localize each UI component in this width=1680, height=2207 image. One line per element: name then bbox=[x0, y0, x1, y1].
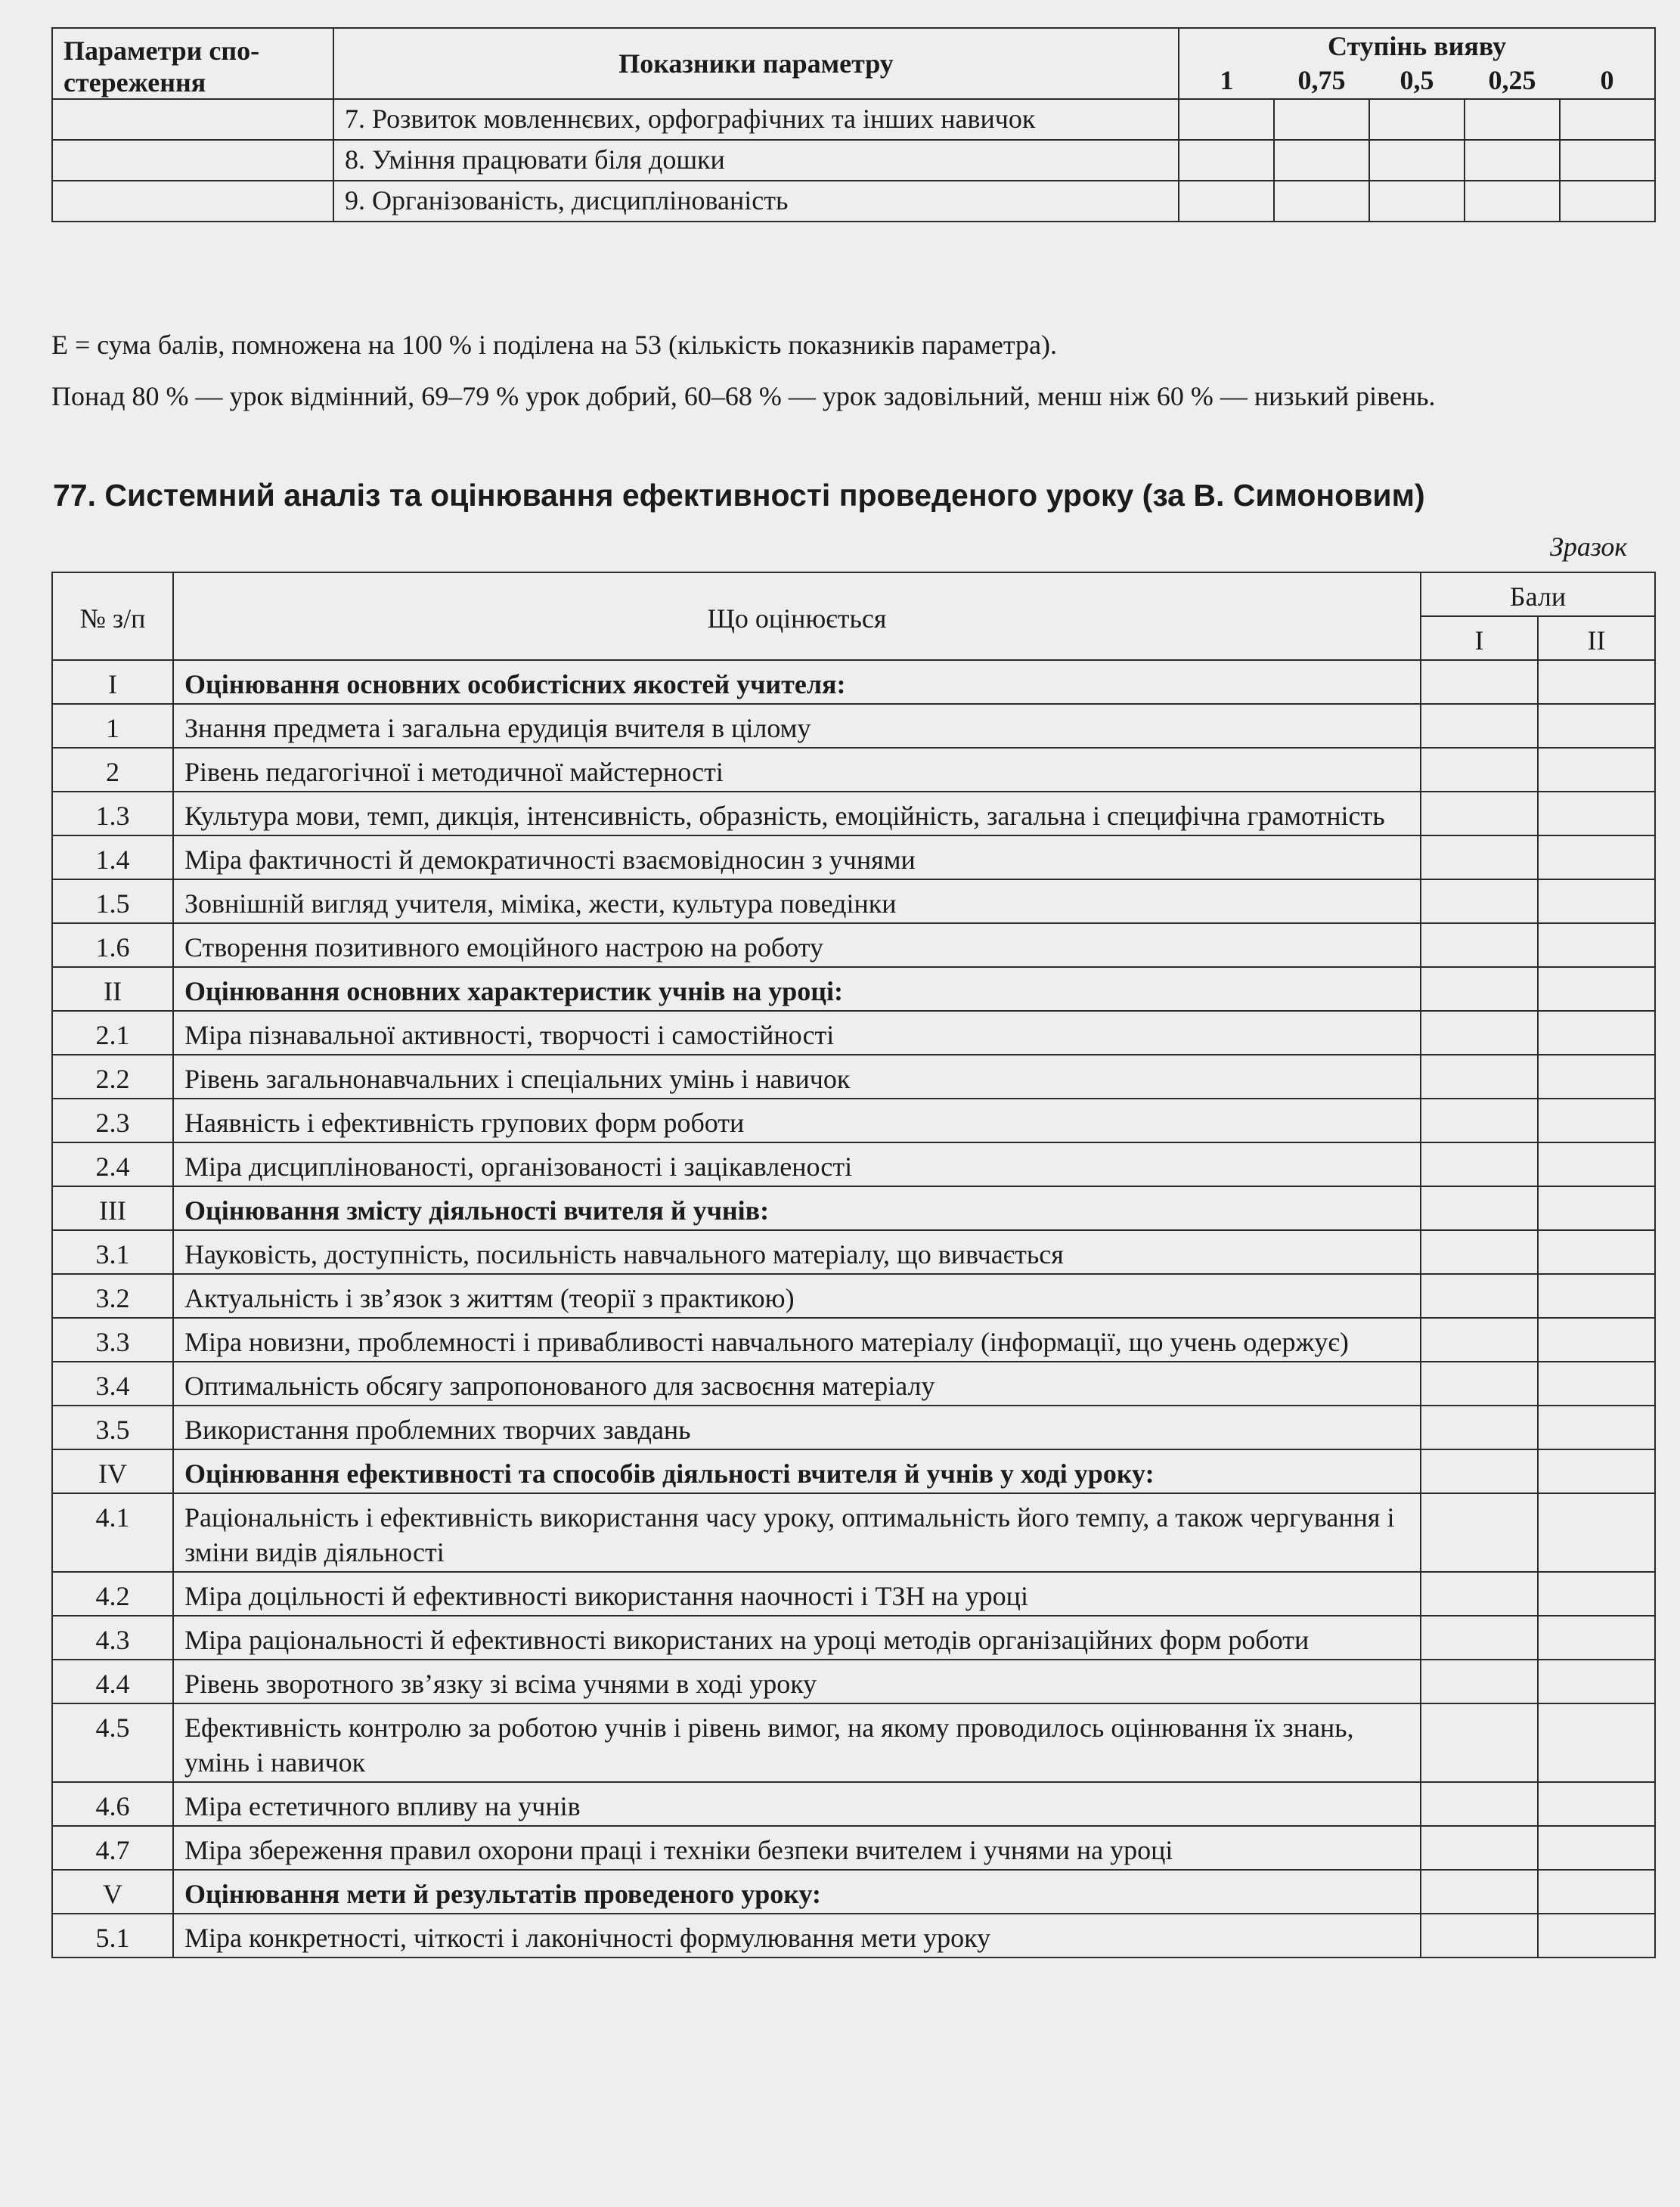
table-row bbox=[52, 1826, 1655, 1870]
table-row bbox=[52, 1493, 1655, 1572]
indicators-header: Показники параметру bbox=[333, 28, 1179, 99]
score-I-cell bbox=[1421, 792, 1538, 835]
row-criterion: Міра фактичності й демократичності взаємовідносин з учнями bbox=[173, 835, 1421, 879]
row-criterion: Наявність і ефективність групових форм роботи bbox=[173, 1099, 1421, 1142]
row-number: 4.4 bbox=[52, 1660, 173, 1703]
row-number: 3.4 bbox=[52, 1362, 173, 1406]
score-II-cell bbox=[1538, 1274, 1655, 1318]
row-criterion: Міра пізнавальної активності, творчості і самостійності bbox=[173, 1011, 1421, 1055]
score-I-cell bbox=[1421, 967, 1538, 1011]
score-I-cell bbox=[1421, 923, 1538, 967]
table-row bbox=[52, 792, 1655, 835]
score-II-cell bbox=[1538, 660, 1655, 704]
score-I-cell bbox=[1421, 835, 1538, 879]
row-criterion: Оцінювання ефективності та способів діяльності вчителя й учнів у ході уроку: bbox=[173, 1449, 1421, 1493]
table-row bbox=[52, 835, 1655, 879]
table-row bbox=[52, 1142, 1655, 1186]
section-row bbox=[52, 1870, 1655, 1914]
score-I-cell bbox=[1421, 1230, 1538, 1274]
row-number: 4.1 bbox=[52, 1493, 173, 1572]
score-I-cell bbox=[1421, 1493, 1538, 1572]
col-II-header: II bbox=[1538, 616, 1655, 660]
score-I-cell bbox=[1421, 1055, 1538, 1099]
parameters-table bbox=[51, 27, 1656, 222]
table-row bbox=[52, 1616, 1655, 1660]
row-criterion: Міра естетичного впливу на учнів bbox=[173, 1782, 1421, 1826]
score-I-cell bbox=[1421, 1186, 1538, 1230]
row-number: 2 bbox=[52, 748, 173, 792]
score-I-cell bbox=[1421, 1572, 1538, 1616]
score-II-cell bbox=[1538, 792, 1655, 835]
row-number: 1.5 bbox=[52, 879, 173, 923]
row-criterion: Міра дисциплінованості, організованості і зацікавленості bbox=[173, 1142, 1421, 1186]
score-II-cell bbox=[1538, 1660, 1655, 1703]
score-II-cell bbox=[1538, 1142, 1655, 1186]
score-II-cell bbox=[1538, 879, 1655, 923]
row-number: IV bbox=[52, 1449, 173, 1493]
row-criterion: Актуальність і зв’язок з життям (теорії з практикою) bbox=[173, 1274, 1421, 1318]
score-II-cell bbox=[1538, 1493, 1655, 1572]
row-number: 5.1 bbox=[52, 1914, 173, 1957]
score-II-cell bbox=[1538, 1362, 1655, 1406]
formula-text: Е = сума балів, помножена на 100 % і поділена на 53 (кількість показників параметра). bbox=[51, 330, 1058, 360]
row-criterion: Міра збереження правил охорони праці і техніки безпеки вчителем і учнями на уроці bbox=[173, 1826, 1421, 1870]
evaluation-header-row bbox=[52, 572, 1655, 616]
row-criterion: Знання предмета і загальна ерудиція вчителя в цілому bbox=[173, 704, 1421, 748]
score-I-cell bbox=[1421, 660, 1538, 704]
score-II-cell bbox=[1538, 1616, 1655, 1660]
row-number: 3.5 bbox=[52, 1406, 173, 1449]
score-I-cell bbox=[1421, 1449, 1538, 1493]
score-II-cell bbox=[1538, 748, 1655, 792]
row-criterion: Міра конкретності, чіткості і лаконічності формулювання мети уроку bbox=[173, 1914, 1421, 1957]
score-I-cell bbox=[1421, 1616, 1538, 1660]
score-II-cell bbox=[1538, 1011, 1655, 1055]
row-number: 4.5 bbox=[52, 1703, 173, 1782]
score-I-cell bbox=[1421, 1782, 1538, 1826]
row-number: II bbox=[52, 967, 173, 1011]
section-heading: 77. Системний аналіз та оцінювання ефективності проведеного уроку (за В. Симоновим) bbox=[53, 478, 1425, 513]
degree-value: 0,75 bbox=[1297, 65, 1346, 96]
score-I-cell bbox=[1421, 879, 1538, 923]
row-number: III bbox=[52, 1186, 173, 1230]
row-number: 4.6 bbox=[52, 1782, 173, 1826]
row-criterion: Зовнішній вигляд учителя, міміка, жести, культура поведінки bbox=[173, 879, 1421, 923]
row-criterion: Рівень педагогічної і методичної майстерності bbox=[173, 748, 1421, 792]
score-I-cell bbox=[1421, 1914, 1538, 1957]
col-points-header: Бали bbox=[1421, 572, 1655, 616]
score-II-cell bbox=[1538, 1318, 1655, 1362]
table-row bbox=[52, 1362, 1655, 1406]
row-criterion: Міра доцільності й ефективності використання наочності і ТЗН на уроці bbox=[173, 1572, 1421, 1616]
score-II-cell bbox=[1538, 1782, 1655, 1826]
col-num-header: № з/п bbox=[52, 572, 173, 660]
row-number: 2.4 bbox=[52, 1142, 173, 1186]
score-I-cell bbox=[1421, 1318, 1538, 1362]
row-number: 3.2 bbox=[52, 1274, 173, 1318]
score-II-cell bbox=[1538, 1826, 1655, 1870]
row-number: 2.3 bbox=[52, 1099, 173, 1142]
indicator-text: 8. Уміння працювати біля дошки bbox=[333, 140, 1179, 181]
row-number: 1.6 bbox=[52, 923, 173, 967]
score-II-cell bbox=[1538, 967, 1655, 1011]
scale-text: Понад 80 % — урок відмінний, 69–79 % урок добрий, 60–68 % — урок задовільний, менш ніж 60 % — низький рівень. bbox=[51, 381, 1436, 411]
degree-header: Ступінь вияву bbox=[1179, 28, 1655, 64]
row-number: 2.2 bbox=[52, 1055, 173, 1099]
table-row bbox=[52, 1055, 1655, 1099]
row-criterion: Науковість, доступність, посильність навчального матеріалу, що вивчається bbox=[173, 1230, 1421, 1274]
formula-paragraph bbox=[51, 324, 1654, 366]
col-I-header: I bbox=[1421, 616, 1538, 660]
score-I-cell bbox=[1421, 1274, 1538, 1318]
score-II-cell bbox=[1538, 1230, 1655, 1274]
row-criterion: Раціональність і ефективність використання часу уроку, оптимальність його темпу, а також чергування і зміни видів діяльності bbox=[173, 1493, 1421, 1572]
score-I-cell bbox=[1421, 1870, 1538, 1914]
score-I-cell bbox=[1421, 1660, 1538, 1703]
score-II-cell bbox=[1538, 835, 1655, 879]
degree-value: 0,25 bbox=[1488, 65, 1536, 96]
row-number: 1.3 bbox=[52, 792, 173, 835]
row-criterion: Міра раціональності й ефективності використаних на уроці методів організаційних форм роботи bbox=[173, 1616, 1421, 1660]
table-row bbox=[52, 1011, 1655, 1055]
degree-value: 0,5 bbox=[1399, 65, 1434, 96]
score-II-cell bbox=[1538, 1406, 1655, 1449]
parameters-header-row bbox=[52, 28, 1655, 64]
score-II-cell bbox=[1538, 1186, 1655, 1230]
table-row bbox=[52, 99, 1655, 140]
table-row bbox=[52, 1782, 1655, 1826]
scale-paragraph bbox=[51, 375, 1654, 417]
score-I-cell bbox=[1421, 1011, 1538, 1055]
row-number: 2.1 bbox=[52, 1011, 173, 1055]
table-row bbox=[52, 1703, 1655, 1782]
score-II-cell bbox=[1538, 1572, 1655, 1616]
table-row bbox=[52, 704, 1655, 748]
row-criterion: Культура мови, темп, дикція, інтенсивність, образність, емоційність, загальна і специфічна грамотність bbox=[173, 792, 1421, 835]
score-II-cell bbox=[1538, 704, 1655, 748]
score-II-cell bbox=[1538, 1099, 1655, 1142]
score-I-cell bbox=[1421, 704, 1538, 748]
row-criterion: Оптимальність обсягу запропонованого для засвоєння матеріалу bbox=[173, 1362, 1421, 1406]
row-criterion: Створення позитивного емоційного настрою на роботу bbox=[173, 923, 1421, 967]
section-row bbox=[52, 1449, 1655, 1493]
row-number: 3.1 bbox=[52, 1230, 173, 1274]
table-row bbox=[52, 1230, 1655, 1274]
row-criterion: Оцінювання змісту діяльності вчителя й учнів: bbox=[173, 1186, 1421, 1230]
col-what-header: Що оцінюється bbox=[173, 572, 1421, 660]
row-number: 1 bbox=[52, 704, 173, 748]
row-number: 3.3 bbox=[52, 1318, 173, 1362]
score-II-cell bbox=[1538, 1914, 1655, 1957]
section-row bbox=[52, 1186, 1655, 1230]
score-I-cell bbox=[1421, 1142, 1538, 1186]
table-row bbox=[52, 923, 1655, 967]
param-header: Параметри спо-стереження bbox=[52, 28, 333, 99]
row-number: 4.2 bbox=[52, 1572, 173, 1616]
table-row bbox=[52, 1274, 1655, 1318]
degree-value: 0 bbox=[1560, 64, 1655, 99]
score-I-cell bbox=[1421, 1406, 1538, 1449]
section-row bbox=[52, 660, 1655, 704]
row-number: 4.3 bbox=[52, 1616, 173, 1660]
table-row bbox=[52, 1318, 1655, 1362]
row-criterion: Оцінювання основних особистісних якостей учителя: bbox=[173, 660, 1421, 704]
score-II-cell bbox=[1538, 923, 1655, 967]
table-row bbox=[52, 748, 1655, 792]
score-I-cell bbox=[1421, 1826, 1538, 1870]
score-II-cell bbox=[1538, 1703, 1655, 1782]
table-row bbox=[52, 1406, 1655, 1449]
table-row bbox=[52, 879, 1655, 923]
row-criterion: Рівень загальнонавчальних і спеціальних умінь і навичок bbox=[173, 1055, 1421, 1099]
table-row bbox=[52, 1660, 1655, 1703]
table-row bbox=[52, 1914, 1655, 1957]
score-I-cell bbox=[1421, 1703, 1538, 1782]
score-I-cell bbox=[1421, 748, 1538, 792]
sample-label: Зразок bbox=[1550, 532, 1628, 562]
score-I-cell bbox=[1421, 1362, 1538, 1406]
row-criterion: Оцінювання мети й результатів проведеного уроку: bbox=[173, 1870, 1421, 1914]
row-number: V bbox=[52, 1870, 173, 1914]
score-II-cell bbox=[1538, 1055, 1655, 1099]
row-criterion: Ефективність контролю за роботою учнів і рівень вимог, на якому проводилось оцінювання їх знань, умінь і навичок bbox=[173, 1703, 1421, 1782]
indicator-text: 7. Розвиток мовленнєвих, орфографічних та інших навичок bbox=[333, 99, 1179, 140]
row-criterion: Міра новизни, проблемності і привабливості навчального матеріалу (інформації, що учень одержує) bbox=[173, 1318, 1421, 1362]
degree-value: 1 bbox=[1179, 64, 1274, 99]
section-row bbox=[52, 967, 1655, 1011]
row-criterion: Оцінювання основних характеристик учнів на уроці: bbox=[173, 967, 1421, 1011]
row-number: I bbox=[52, 660, 173, 704]
indicator-text: 9. Організованість, дисциплінованість bbox=[333, 181, 1179, 222]
table-row bbox=[52, 1099, 1655, 1142]
row-number: 4.7 bbox=[52, 1826, 173, 1870]
row-number: 1.4 bbox=[52, 835, 173, 879]
row-criterion: Рівень зворотного зв’язку зі всіма учнями в ході уроку bbox=[173, 1660, 1421, 1703]
score-II-cell bbox=[1538, 1870, 1655, 1914]
score-II-cell bbox=[1538, 1449, 1655, 1493]
score-I-cell bbox=[1421, 1099, 1538, 1142]
table-row bbox=[52, 140, 1655, 181]
table-row bbox=[52, 1572, 1655, 1616]
evaluation-table bbox=[51, 572, 1656, 1958]
table-row bbox=[52, 181, 1655, 222]
row-criterion: Використання проблемних творчих завдань bbox=[173, 1406, 1421, 1449]
